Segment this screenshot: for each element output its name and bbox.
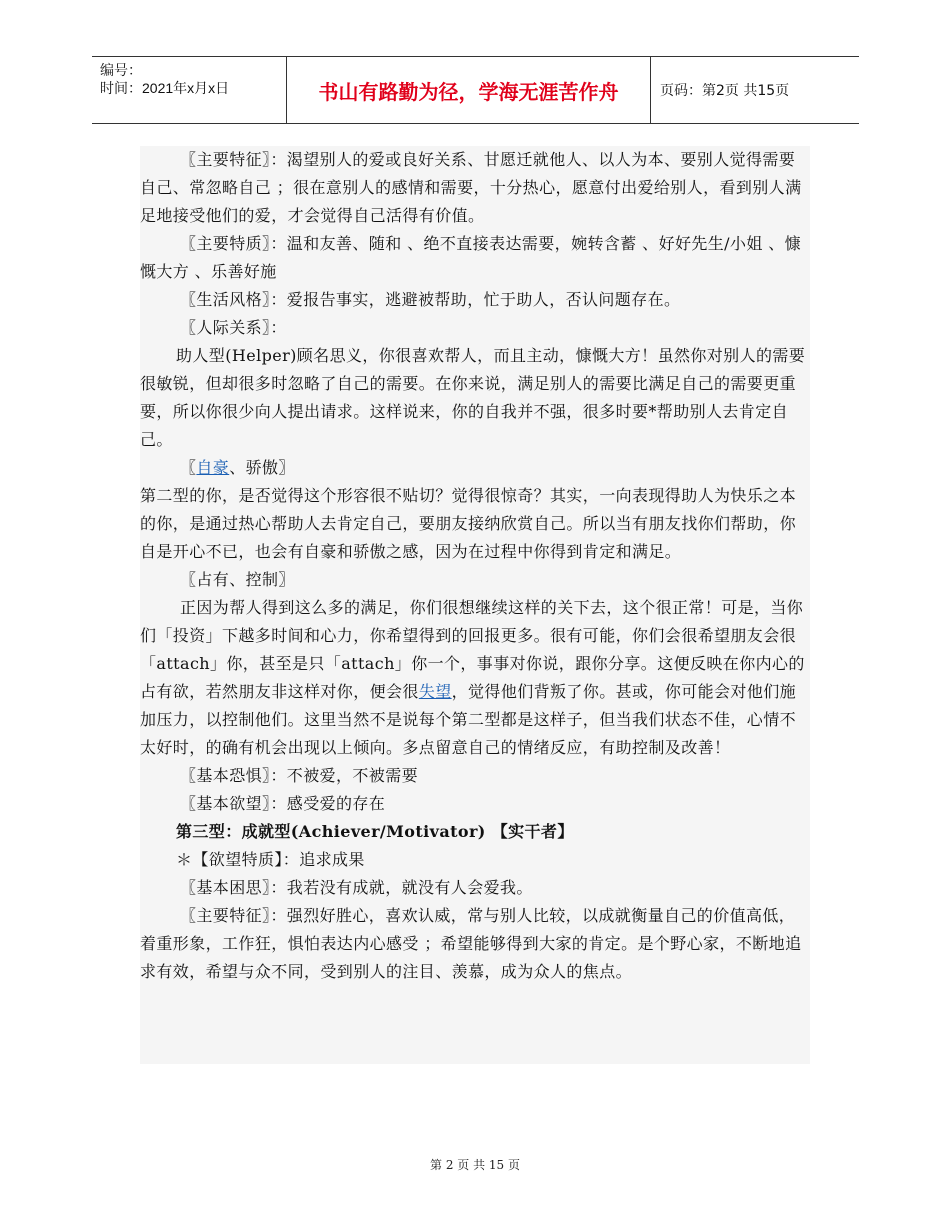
paragraph-possession-heading: 〖占有、控制〗	[180, 570, 295, 589]
paragraph-helper-description: 助人型(Helper)顾名思义，你很喜欢帮人，而且主动，慷慨大方！虽然你对别人的需要很敏锐，但却很多时忽略了自己的需要。在你来说，满足别人的需要比满足自己的需要更重要，所以你很少向人提出请求。这样说来，你的自我并不强，很多时要*帮助别人去肯定自己。	[140, 346, 806, 449]
type-three-heading: 第三型：成就型(Achiever/Motivator) 【实干者】	[176, 822, 574, 841]
possession-text-part1: 正因为帮人得到这么多的满足，你们很想继续这样的关下去，这个很正常！可是，当你们「投资」下越多时间和心力，你希望得到的回报更多。很有可能，你们会很希望朋友会很「attach」你，甚至是只「attach」你一个，事事对你说，跟你分享。这便反映在你内心的占有欲，若然朋友非这样对你，便会很	[140, 598, 805, 701]
page-footer: 第 2 页 共 15 页	[430, 1158, 520, 1172]
paragraph-basic-desire: 〖基本欲望〗：感受爱的存在	[180, 794, 386, 813]
page-header	[92, 56, 859, 124]
header-motto: 书山有路勤为径，学海无涯苦作舟	[318, 79, 619, 104]
header-page-info: 页码：第2页 共15页	[660, 83, 790, 99]
header-meta	[100, 61, 286, 97]
heading-suffix: 、骄傲〗	[229, 458, 295, 477]
pride-link[interactable]: 自豪	[196, 458, 230, 477]
paragraph-desire-trait: ＊【欲望特质】：追求成果	[176, 850, 365, 869]
paragraph-main-qualities: 〖主要特质〗：温和友善、随和 、绝不直接表达需要，婉转含蓄 、好好先生/小姐 、慷慨大方 、乐善好施	[140, 234, 802, 281]
paragraph-type-two: 第二型的你，是否觉得这个形容很不贴切？觉得很惊奇？其实，一向表现得助人为快乐之本的你，是通过热心帮助人去肯定自己，要朋友接纳欣赏自己。所以当有朋友找你们帮助，你自是开心不已，也会有自豪和骄傲之感，因为在过程中你得到肯定和满足。	[140, 486, 797, 561]
document-date: 时间：2021年x月x日	[100, 80, 230, 96]
paragraph-basic-dilemma: 〖基本困思〗：我若没有成就，就没有人会爱我。	[180, 878, 533, 897]
paragraph-main-traits: 〖主要特征〗：渴望别人的爱或良好关系、甘愿迁就他人、以人为本、要别人觉得需要自己、常忽略自己 ；很在意别人的感情和需要，十分热心，愿意付出爱给别人，看到别人满足地接受他们的爱，才会觉得自己活得有价值。	[140, 150, 802, 225]
paragraph-pride-heading	[140, 454, 810, 482]
paragraph-relationships-heading: 〖人际关系〗：	[180, 318, 287, 337]
possession-text-part2: ，觉得他们背叛了你。甚或，你可能会对他们施加压力，以控制他们。这里当然不是说每个第二型都是这样子，但当我们状态不佳，心情不太好时，的确有机会出现以上倾向。多点留意自己的情绪反应，有助控制及改善！	[140, 682, 797, 757]
bracket-open: 〖	[180, 458, 197, 477]
paragraph-achiever-traits: 〖主要特征〗：强烈好胜心，喜欢认威，常与别人比较，以成就衡量自己的价值高低，着重形象，工作狂，惧怕表达内心感受 ；希望能够得到大家的肯定。是个野心家，不断地追求有效，希望与众不同，受到别人的注目、羡慕，成为众人的焦点。	[140, 906, 802, 981]
document-body	[140, 146, 810, 1064]
paragraph-life-style: 〖生活风格〗：爱报告事实，逃避被帮助，忙于助人，否认问题存在。	[180, 290, 681, 309]
paragraph-basic-fear: 〖基本恐惧〗：不被爱，不被需要	[180, 766, 419, 785]
disappointment-link[interactable]: 失望	[418, 682, 452, 701]
header-divider	[650, 57, 651, 123]
document-number-label: 编号：	[100, 62, 142, 78]
paragraph-possession-text	[140, 594, 810, 762]
